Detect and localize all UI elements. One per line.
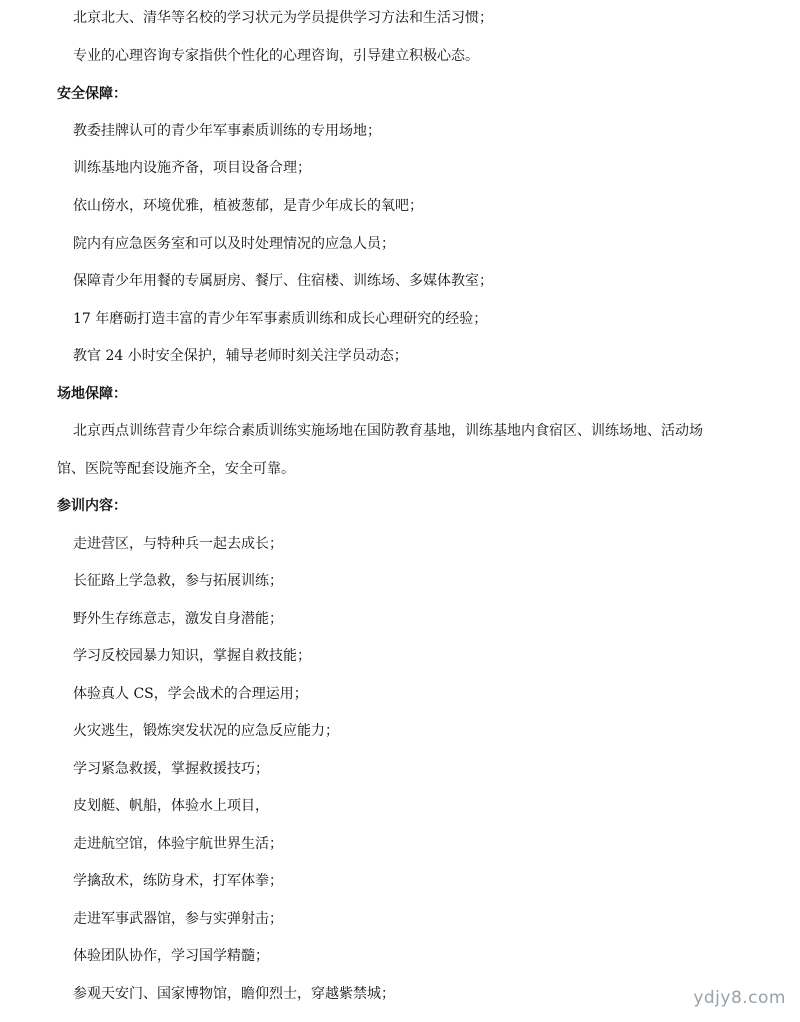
list-item: 体验团队协作，学习国学精髓； [73,948,269,964]
list-item: 北京北大、清华等名校的学习状元为学员提供学习方法和生活习惯； [73,10,493,26]
list-item: 依山傍水，环境优雅，植被葱郁，是青少年成长的氧吧； [73,198,423,214]
list-item: 训练基地内设施齐备，项目设备合理； [73,160,311,176]
list-item: 走进航空馆，体验宇航世界生活； [73,836,283,852]
section-heading-venue: 场地保障： [57,386,127,402]
list-item: 学习紧急救援，掌握救援技巧； [73,761,269,777]
list-item: 教委挂牌认可的青少年军事素质训练的专用场地； [73,123,381,139]
watermark: ydjy8.com [693,988,786,1008]
list-item: 长征路上学急救，参与拓展训练； [73,573,283,589]
list-item: 院内有应急医务室和可以及时处理情况的应急人员； [73,236,395,252]
list-item: 火灾逃生，锻炼突发状况的应急反应能力； [73,723,339,739]
list-item: 野外生存练意志，激发自身潜能； [73,611,283,627]
list-item: 17 年磨砺打造丰富的青少年军事素质训练和成长心理研究的经验； [73,311,488,327]
paragraph-line: 馆、医院等配套设施齐全，安全可靠。 [57,461,295,477]
list-item: 参观天安门、国家博物馆，瞻仰烈士，穿越紫禁城； [73,986,395,1002]
list-item: 体验真人 CS，学会战术的合理运用； [73,686,308,702]
section-heading-safety: 安全保障： [57,86,127,102]
list-item: 教官 24 小时安全保护，辅导老师时刻关注学员动态； [73,348,408,364]
list-item: 皮划艇、帆船，体验水上项目， [73,798,269,814]
list-item: 学擒敌术，练防身术，打军体拳； [73,873,283,889]
list-item: 走进营区，与特种兵一起去成长； [73,536,283,552]
list-item: 保障青少年用餐的专属厨房、餐厅、住宿楼、训练场、多媒体教室； [73,273,493,289]
list-item: 学习反校园暴力知识，掌握自救技能； [73,648,311,664]
section-heading-content: 参训内容： [57,498,127,514]
list-item: 专业的心理咨询专家指供个性化的心理咨询，引导建立积极心态。 [73,48,479,64]
paragraph-line: 北京西点训练营青少年综合素质训练实施场地在国防教育基地，训练基地内食宿区、训练场地、活动场 [73,423,703,439]
list-item: 走进军事武器馆，参与实弹射击； [73,911,283,927]
